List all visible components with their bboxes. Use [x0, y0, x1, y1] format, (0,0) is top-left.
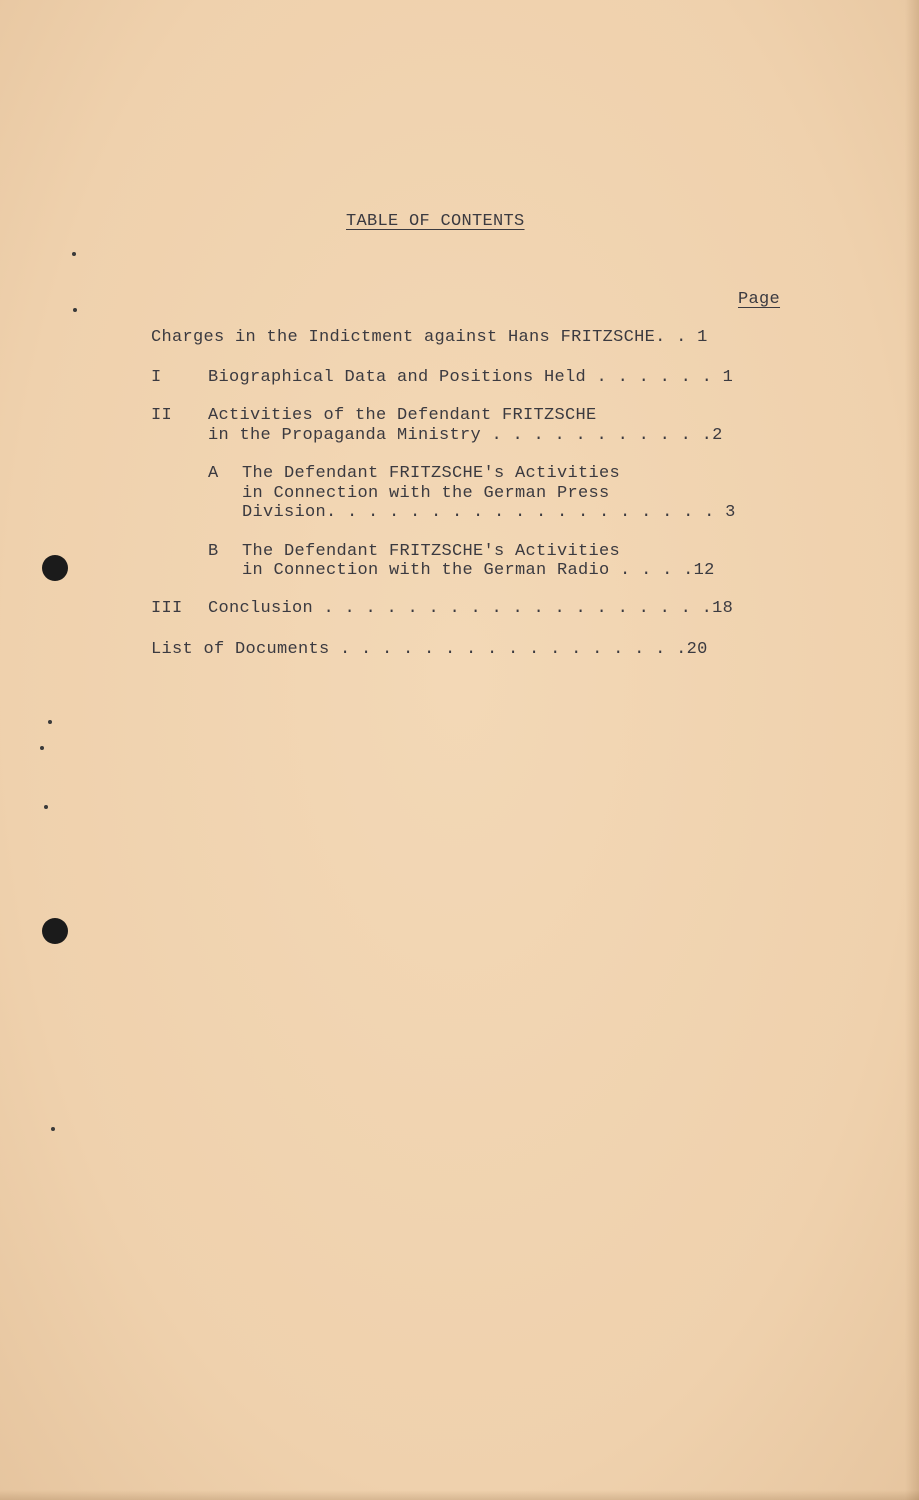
document-title: TABLE OF CONTENTS [346, 212, 525, 231]
toc-entry-activities-cont: in the Propaganda Ministry . . . . . . . . . . .2 [208, 426, 723, 445]
toc-entry-press: The Defendant FRITZSCHE's Activities [242, 464, 621, 483]
toc-entry-press-cont: in Connection with the German Press [242, 484, 610, 503]
speck [40, 746, 44, 750]
toc-section-number: I [151, 368, 162, 387]
punch-hole [42, 918, 68, 944]
toc-entry-documents: List of Documents . . . . . . . . . . . . . . . . .20 [151, 640, 708, 659]
toc-subsection-letter: A [208, 464, 219, 483]
toc-entry-conclusion: Conclusion . . . . . . . . . . . . . . . . . . .18 [208, 599, 734, 618]
toc-entry-radio-cont: in Connection with the German Radio . . . .12 [242, 561, 715, 580]
speck [73, 308, 77, 312]
punch-hole [42, 555, 68, 581]
toc-entry-press-cont: Division. . . . . . . . . . . . . . . . . . . 3 [242, 503, 736, 522]
toc-entry-radio: The Defendant FRITZSCHE's Activities [242, 542, 621, 561]
speck [48, 720, 52, 724]
speck [44, 805, 48, 809]
page-column-header: Page [738, 290, 781, 309]
speck [51, 1127, 55, 1131]
page-edge-shadow [905, 0, 919, 1500]
toc-section-number: II [151, 406, 173, 425]
toc-entry-biographical: Biographical Data and Positions Held . . . . . . 1 [208, 368, 734, 387]
page-edge-shadow-bottom [0, 1490, 919, 1500]
toc-subsection-letter: B [208, 542, 219, 561]
toc-entry-activities: Activities of the Defendant FRITZSCHE [208, 406, 597, 425]
toc-section-number: III [151, 599, 183, 618]
speck [72, 252, 76, 256]
toc-entry-charges: Charges in the Indictment against Hans FRITZSCHE. . 1 [151, 328, 708, 347]
